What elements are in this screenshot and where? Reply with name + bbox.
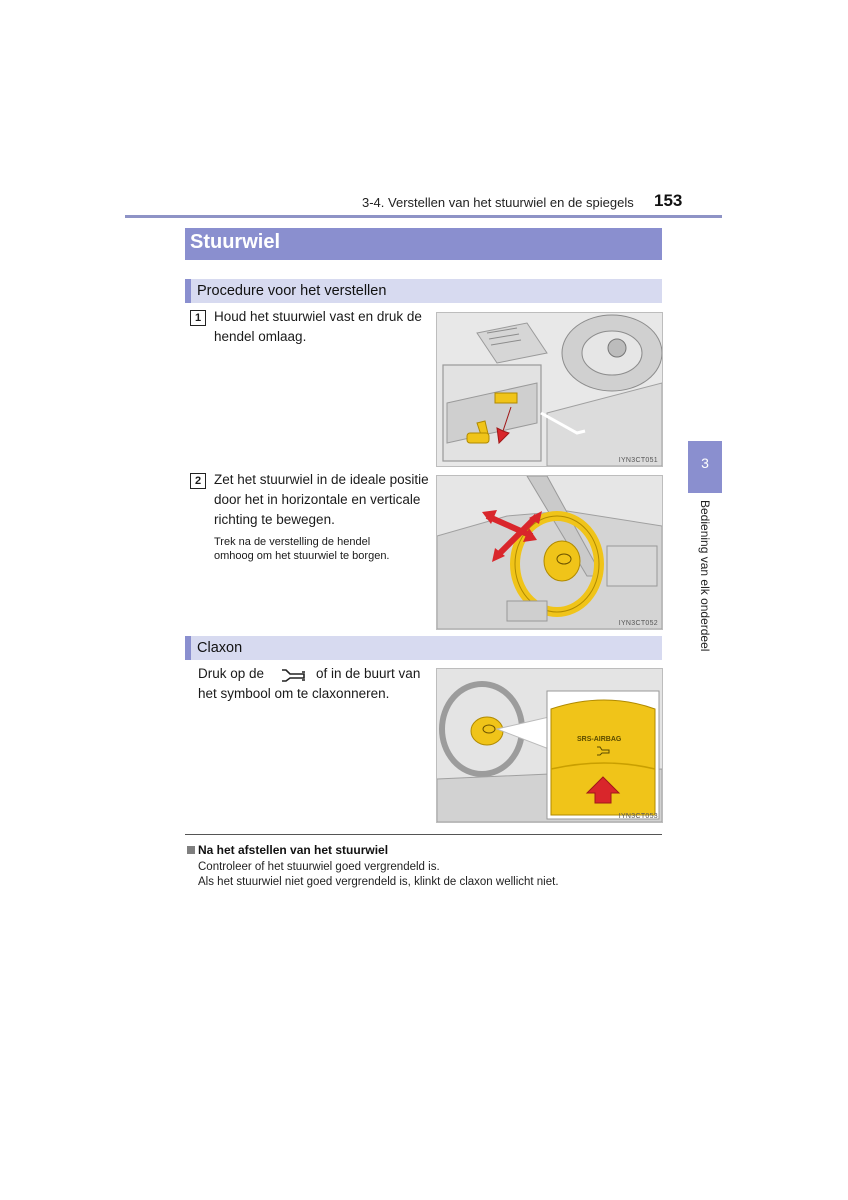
note-heading: Na het afstellen van het stuurwiel — [198, 843, 389, 857]
step-2-text — [214, 470, 429, 530]
chapter-side-tab-number: 3 — [701, 455, 709, 471]
step-2-note-line-1: Trek na de verstelling de hendel — [214, 536, 371, 548]
note-divider — [185, 834, 662, 835]
steering-lever-illustration — [437, 313, 662, 466]
horn-text-line-2: het symbool om te claxonneren. — [198, 686, 390, 701]
horn-heading: Claxon — [197, 640, 243, 656]
step-2-line-2: door het in horizontale en verticale — [214, 492, 421, 507]
chapter-side-label: Bediening van elk onderdeel — [698, 500, 712, 652]
step-2-line-1: Zet het stuurwiel in de ideale positie — [214, 472, 429, 487]
step-2-figure-code: IYN3CT052 — [618, 620, 658, 627]
horn-text-before-icon: Druk op de — [198, 666, 265, 681]
horn-figure-label: SRS-AIRBAG — [577, 736, 622, 743]
step-2-line-3: richting te bewegen. — [214, 512, 335, 527]
step-1-line-2: hendel omlaag. — [214, 329, 307, 344]
note-line-1: Controleer of het stuurwiel goed vergrendeld is. — [198, 861, 440, 873]
procedure-heading: Procedure voor het verstellen — [197, 283, 387, 299]
horn-heading-bar — [185, 636, 662, 660]
horn-pad-illustration — [437, 669, 662, 822]
note-bullet-icon — [187, 846, 195, 854]
note-line-2: Als het stuurwiel niet goed vergrendeld is, klinkt de claxon wellicht niet. — [198, 876, 559, 888]
step-1-figure — [436, 312, 663, 467]
step-1-line-1: Houd het stuurwiel vast en druk de — [214, 309, 422, 324]
header-divider — [125, 215, 722, 218]
step-2-note — [214, 535, 426, 563]
horn-text-after-icon: of in de buurt van — [316, 666, 421, 681]
horn-figure — [436, 668, 663, 823]
step-1-text — [214, 307, 426, 347]
horn-icon — [280, 668, 308, 682]
header-chapter-title: 3-4. Verstellen van het stuurwiel en de spiegels — [362, 195, 634, 210]
step-1-number: 1 — [190, 310, 206, 326]
horn-figure-code: IYN3CT053 — [618, 813, 658, 820]
step-1-figure-code: IYN3CT051 — [618, 457, 658, 464]
steering-wheel-adjust-illustration — [437, 476, 662, 629]
section-title: Stuurwiel — [190, 231, 281, 253]
step-2-note-line-2: omhoog om het stuurwiel te borgen. — [214, 550, 390, 562]
step-2-number: 2 — [190, 473, 206, 489]
step-2-figure — [436, 475, 663, 630]
page-number: 153 — [654, 191, 683, 210]
